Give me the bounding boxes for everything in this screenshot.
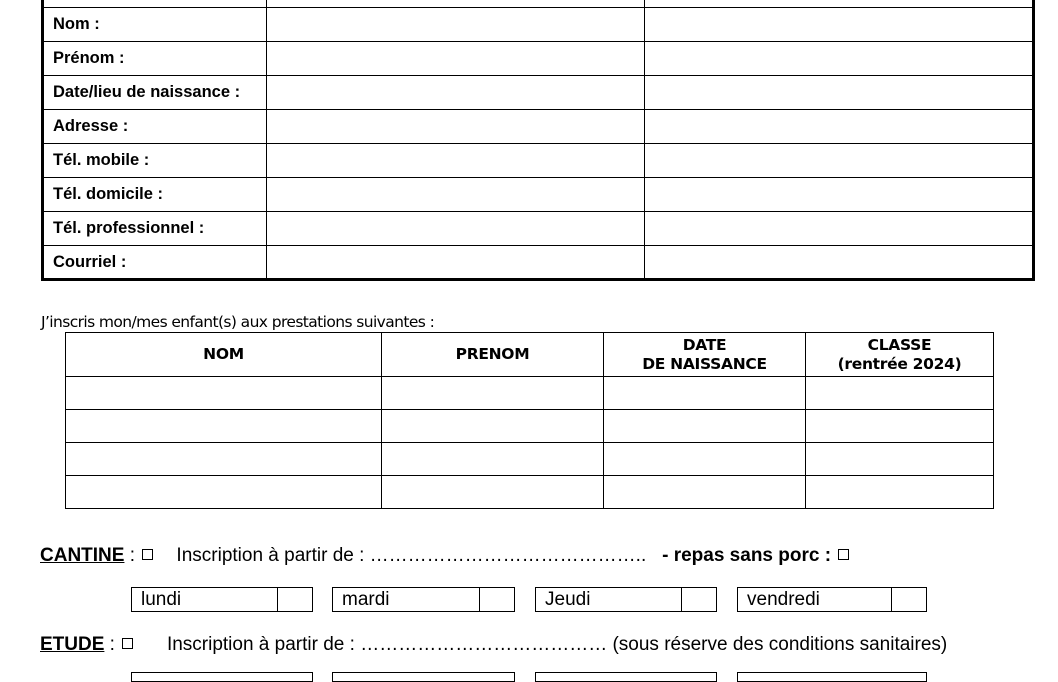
- child-date-cell[interactable]: [604, 476, 806, 509]
- child-classe-cell[interactable]: [806, 476, 994, 509]
- child-nom-cell[interactable]: [66, 377, 382, 410]
- parent2-adresse-field[interactable]: [645, 110, 1034, 144]
- parent-row-courriel: [43, 246, 1034, 280]
- field-label-adresse: Adresse :: [43, 110, 267, 144]
- child-prenom-cell[interactable]: [382, 443, 604, 476]
- header-classe-line1: CLASSE: [867, 335, 932, 354]
- etude-day-box[interactable]: [332, 672, 515, 682]
- child-prenom-cell[interactable]: [382, 410, 604, 443]
- etude-inscription-text: Inscription à partir de : ………………………………… (sous réserve des conditions sanitaires): [166, 634, 948, 655]
- parent2-prenom-field[interactable]: [645, 42, 1034, 76]
- parent2-nom-field[interactable]: [645, 8, 1034, 42]
- cantine-title: CANTINE: [40, 545, 125, 566]
- parent1-naissance-field[interactable]: [267, 76, 645, 110]
- etude-line: [40, 634, 947, 656]
- parent-row-prenom: [43, 42, 1034, 76]
- day-label-mardi: mardi: [342, 589, 390, 610]
- child-row: [66, 410, 994, 443]
- parent-top-cell-2[interactable]: [645, 0, 1034, 8]
- child-nom-cell[interactable]: [66, 476, 382, 509]
- cantine-checkbox[interactable]: [142, 549, 153, 560]
- child-row: [66, 476, 994, 509]
- header-nom: NOM: [66, 333, 382, 377]
- cantine-line: [40, 545, 851, 567]
- child-row: [66, 443, 994, 476]
- day-box-jeudi: [535, 587, 717, 612]
- day-checkbox-lundi[interactable]: [277, 588, 312, 611]
- parent2-courriel-field[interactable]: [645, 246, 1034, 280]
- etude-day-box[interactable]: [737, 672, 927, 682]
- etude-sep: :: [104, 634, 121, 655]
- field-label-naissance: Date/lieu de naissance :: [43, 76, 267, 110]
- child-nom-cell[interactable]: [66, 410, 382, 443]
- cantine-sep: :: [124, 545, 141, 566]
- header-date-naissance: [604, 333, 806, 377]
- parent-row-naissance: [43, 76, 1034, 110]
- etude-title: ETUDE: [40, 634, 105, 655]
- children-intro-text: J’inscris mon/mes enfant(s) aux prestations suivantes :: [41, 313, 435, 331]
- parent2-mobile-field[interactable]: [645, 144, 1034, 178]
- day-box-vendredi: [737, 587, 927, 612]
- parent2-professionnel-field[interactable]: [645, 212, 1034, 246]
- child-date-cell[interactable]: [604, 443, 806, 476]
- children-header-row: [66, 333, 994, 377]
- header-classe-line2: (rentrée 2024): [837, 354, 962, 373]
- child-classe-cell[interactable]: [806, 410, 994, 443]
- etude-day-box[interactable]: [131, 672, 313, 682]
- sans-porc-checkbox[interactable]: [838, 549, 849, 560]
- field-label-professionnel: Tél. professionnel :: [43, 212, 267, 246]
- child-prenom-cell[interactable]: [382, 476, 604, 509]
- parent1-adresse-field[interactable]: [267, 110, 645, 144]
- child-classe-cell[interactable]: [806, 377, 994, 410]
- etude-day-box[interactable]: [535, 672, 717, 682]
- parent1-prenom-field[interactable]: [267, 42, 645, 76]
- field-label-mobile: Tél. mobile :: [43, 144, 267, 178]
- child-row: [66, 377, 994, 410]
- header-date-line2: DE NAISSANCE: [642, 354, 767, 373]
- parent-row-adresse: [43, 110, 1034, 144]
- field-label-domicile: Tél. domicile :: [43, 178, 267, 212]
- day-checkbox-vendredi[interactable]: [891, 588, 926, 611]
- field-label-prenom: Prénom :: [43, 42, 267, 76]
- parent-row-domicile: [43, 178, 1034, 212]
- child-date-cell[interactable]: [604, 377, 806, 410]
- parent1-nom-field[interactable]: [267, 8, 645, 42]
- header-prenom: PRENOM: [382, 333, 604, 377]
- day-label-vendredi: vendredi: [747, 589, 820, 610]
- child-nom-cell[interactable]: [66, 443, 382, 476]
- day-checkbox-mardi[interactable]: [479, 588, 514, 611]
- sans-porc-label: - repas sans porc :: [662, 545, 832, 566]
- child-date-cell[interactable]: [604, 410, 806, 443]
- day-checkbox-jeudi[interactable]: [681, 588, 716, 611]
- parent-top-cell-1[interactable]: [267, 0, 645, 8]
- day-label-lundi: lundi: [141, 589, 182, 610]
- parent-top-label-cell: [43, 0, 267, 8]
- children-table: [65, 332, 994, 509]
- parent1-domicile-field[interactable]: [267, 178, 645, 212]
- parent-row-mobile: [43, 144, 1034, 178]
- day-box-lundi: [131, 587, 313, 612]
- parent2-domicile-field[interactable]: [645, 178, 1034, 212]
- header-date-line1: DATE: [682, 335, 727, 354]
- parent-row-professionnel: [43, 212, 1034, 246]
- parent-row-top: [43, 0, 1034, 8]
- day-box-mardi: [332, 587, 515, 612]
- parent1-professionnel-field[interactable]: [267, 212, 645, 246]
- child-classe-cell[interactable]: [806, 443, 994, 476]
- parent1-courriel-field[interactable]: [267, 246, 645, 280]
- field-label-courriel: Courriel :: [43, 246, 267, 280]
- child-prenom-cell[interactable]: [382, 377, 604, 410]
- parent-row-nom: [43, 8, 1034, 42]
- cantine-inscription-text: Inscription à partir de : ……………………………………..: [176, 545, 647, 566]
- field-label-nom: Nom :: [43, 8, 267, 42]
- day-label-jeudi: Jeudi: [545, 589, 591, 610]
- parent2-naissance-field[interactable]: [645, 76, 1034, 110]
- parent-info-table: [41, 0, 1035, 281]
- header-classe: [806, 333, 994, 377]
- parent1-mobile-field[interactable]: [267, 144, 645, 178]
- etude-checkbox[interactable]: [122, 638, 133, 649]
